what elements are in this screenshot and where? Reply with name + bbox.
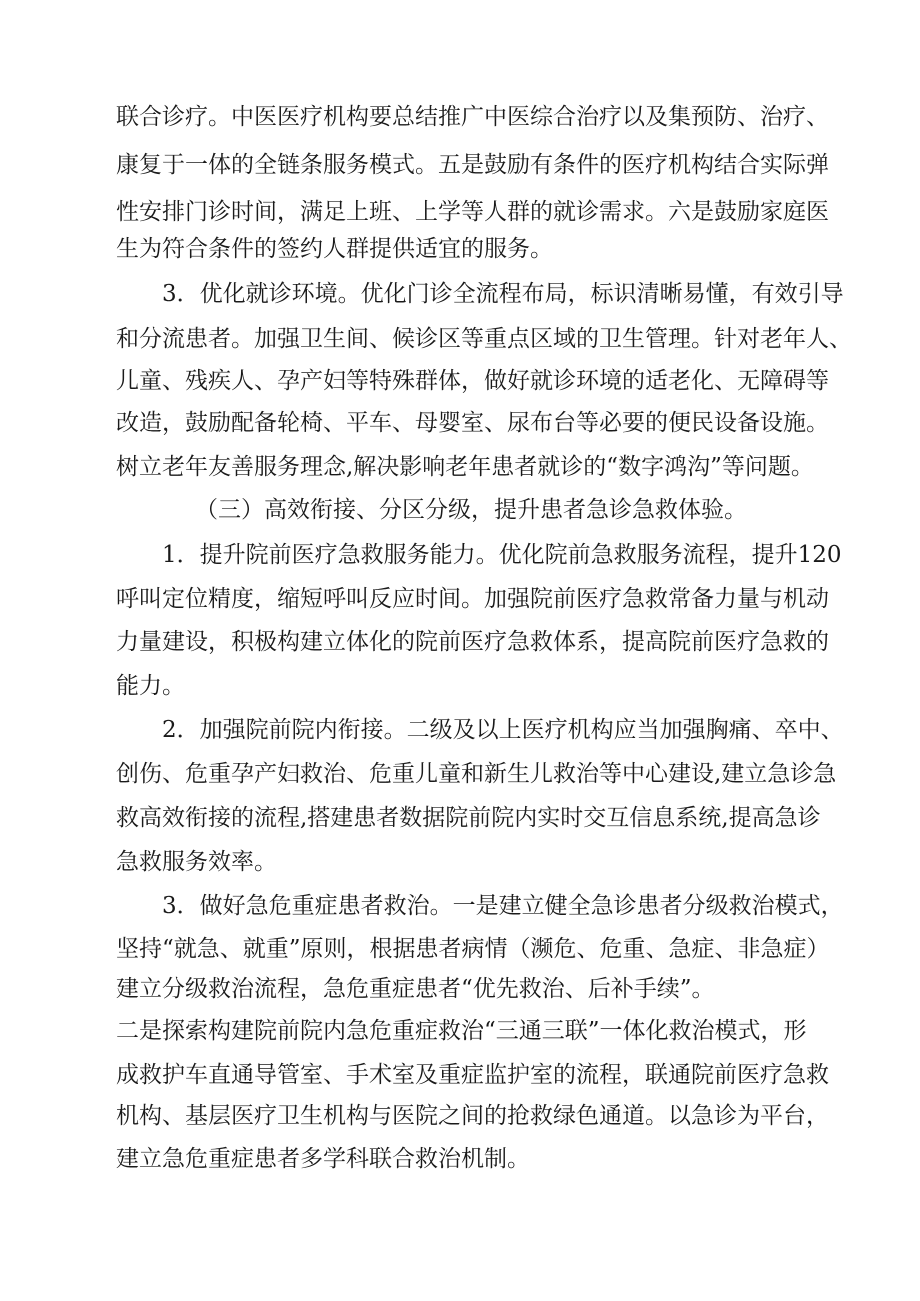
text-line: 联合诊疗。中医医疗机构要总结推广中医综合治疗以及集预防、治疗、 — [116, 104, 829, 130]
text-line: 救高效衔接的流程,搭建患者数据院前院内实时交互信息系统,提高急诊 — [116, 805, 821, 831]
text-line: 机构、基层医疗卫生机构与医院之间的抢救绿色通道。以急诊为平台， — [116, 1103, 829, 1129]
text-line: 呼叫定位精度，缩短呼叫反应时间。加强院前医疗急救常备力量与机动 — [116, 586, 829, 612]
text-line: 改造，鼓励配备轮椅、平车、母婴室、尿布台等必要的便民设备设施。 — [116, 410, 829, 436]
text-line: 急救服务效率。 — [116, 849, 277, 875]
text-line: 创伤、危重孕产妇救治、危重儿童和新生儿救治等中心建设,建立急诊急 — [116, 761, 837, 787]
text-line: 3．做好急危重症患者救治。一是建立健全急诊患者分级救治模式， — [162, 893, 844, 919]
text-line: 能力。 — [116, 673, 185, 699]
text-line: 2．加强院前院内衔接。二级及以上医疗机构应当加强胸痛、卒中、 — [162, 717, 844, 743]
text-line: 建立分级救治流程，急危重症患者“优先救治、后补手续”。 — [116, 976, 715, 1002]
section-heading: （三）高效衔接、分区分级，提升患者急诊急救体验。 — [195, 497, 747, 523]
text-line: 性安排门诊时间，满足上班、上学等人群的就诊需求。六是鼓励家庭医 — [116, 199, 829, 225]
text-line: 1．提升院前医疗急救服务能力。优化院前急救服务流程，提升120 — [162, 542, 842, 568]
text-line: 康复于一体的全链条服务模式。五是鼓励有条件的医疗机构结合实际弹 — [116, 152, 829, 178]
text-line: 二是探索构建院前院内急危重症救治“三通三联”一体化救治模式，形 — [116, 1018, 807, 1044]
text-line: 3．优化就诊环境。优化门诊全流程布局，标识清晰易懂，有效引导 — [162, 281, 844, 307]
text-line: 儿童、残疾人、孕产妇等特殊群体，做好就诊环境的适老化、无障碍等 — [116, 368, 829, 394]
text-line: 建立急危重症患者多学科联合救治机制。 — [116, 1146, 530, 1172]
text-line: 树立老年友善服务理念,解决影响老年患者就诊的“数字鸿沟”等问题。 — [116, 454, 814, 480]
text-line: 成救护车直通导管室、手术室及重症监护室的流程，联通院前医疗急救 — [116, 1062, 829, 1088]
text-line: 生为符合条件的签约人群提供适宜的服务。 — [116, 236, 553, 262]
text-line: 和分流患者。加强卫生间、候诊区等重点区域的卫生管理。针对老年人、 — [116, 326, 852, 352]
text-line: 力量建设，积极构建立体化的院前医疗急救体系，提高院前医疗急救的 — [116, 629, 829, 655]
text-line: 坚持“就急、就重”原则，根据患者病情（濒危、危重、急症、非急症） — [116, 936, 830, 962]
